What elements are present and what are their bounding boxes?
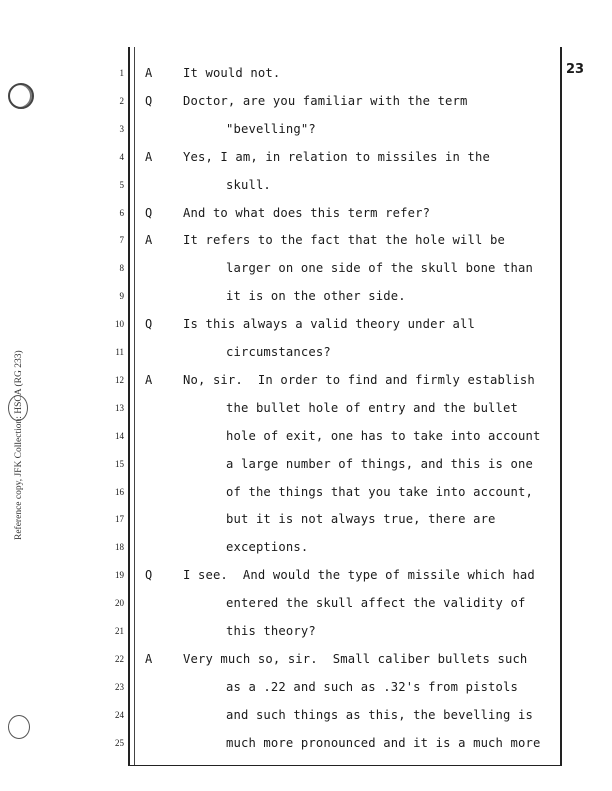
line-number: 13 [115,403,124,413]
speaker-label: A [145,66,153,80]
line-number: 9 [119,291,124,301]
speaker-label: Q [145,94,153,108]
transcript-line-text: this theory? [226,624,316,638]
line-number: 18 [115,542,124,552]
transcript-line-text: Doctor, are you familiar with the term [183,94,468,108]
line-number: 3 [119,124,124,134]
transcript-line-text: Yes, I am, in relation to missiles in the [183,150,490,164]
transcript-line-text: much more pronounced and it is a much more [226,736,541,750]
transcript-line-text: the bullet hole of entry and the bullet [226,401,519,415]
line-number: 24 [115,710,124,720]
line-number: 10 [115,319,124,329]
speaker-label: A [145,652,153,666]
transcript-line-text: it is on the other side. [226,289,406,303]
archive-reference-note: Reference copy, JFK Collection: HSCA (RG 233) [14,350,24,540]
page-number: 23 [566,62,585,77]
transcript-line-text: It refers to the fact that the hole will be [183,233,505,247]
line-number: 8 [119,263,124,273]
speaker-label: A [145,373,153,387]
speaker-label: Q [145,317,153,331]
transcript-line-text: exceptions. [226,540,309,554]
line-number: 12 [115,375,124,385]
transcript-line-text: and such things as this, the bevelling is [226,708,533,722]
line-number: 22 [115,654,124,664]
line-number: 23 [115,682,124,692]
line-number: 15 [115,459,124,469]
line-number: 6 [119,208,124,218]
line-number: 14 [115,431,124,441]
transcript-line-text: Is this always a valid theory under all [183,317,476,331]
speaker-margin-rule [134,47,135,765]
line-number: 4 [119,152,124,162]
speaker-label: Q [145,568,153,582]
transcript-line-text: as a .22 and such as .32's from pistols [226,680,519,694]
transcript-line-text: Very much so, sir. Small caliber bullets such [183,652,528,666]
punch-hole-bottom [8,715,30,739]
transcript-line-text: "bevelling"? [226,122,316,136]
speaker-label: Q [145,206,153,220]
line-number: 2 [119,96,124,106]
punch-hole-top [8,83,34,109]
transcript-line-text: a large number of things, and this is one [226,457,533,471]
speaker-label: A [145,233,153,247]
line-number: 17 [115,514,124,524]
transcript-line-text: larger on one side of the skull bone than [226,261,533,275]
line-number: 11 [115,347,124,357]
transcript-line-text: I see. And would the type of missile which had [183,568,535,582]
transcript-line-text: of the things that you take into account, [226,485,533,499]
line-number: 7 [119,235,124,245]
speaker-label: A [145,150,153,164]
transcript-line-text: circumstances? [226,345,331,359]
transcript-line-text: hole of exit, one has to take into account [226,429,541,443]
transcript-line-text: It would not. [183,66,281,80]
line-number: 25 [115,738,124,748]
transcript-line-text: entered the skull affect the validity of [226,596,526,610]
transcript-line-text: And to what does this term refer? [183,206,431,220]
line-number: 1 [119,68,124,78]
transcript-line-text: but it is not always true, there are [226,512,496,526]
line-number: 5 [119,180,124,190]
transcript-line-text: skull. [226,178,271,192]
line-number: 21 [115,626,124,636]
line-number: 19 [115,570,124,580]
line-number: 20 [115,598,124,608]
transcript-line-text: No, sir. In order to find and firmly establish [183,373,535,387]
line-number: 16 [115,487,124,497]
